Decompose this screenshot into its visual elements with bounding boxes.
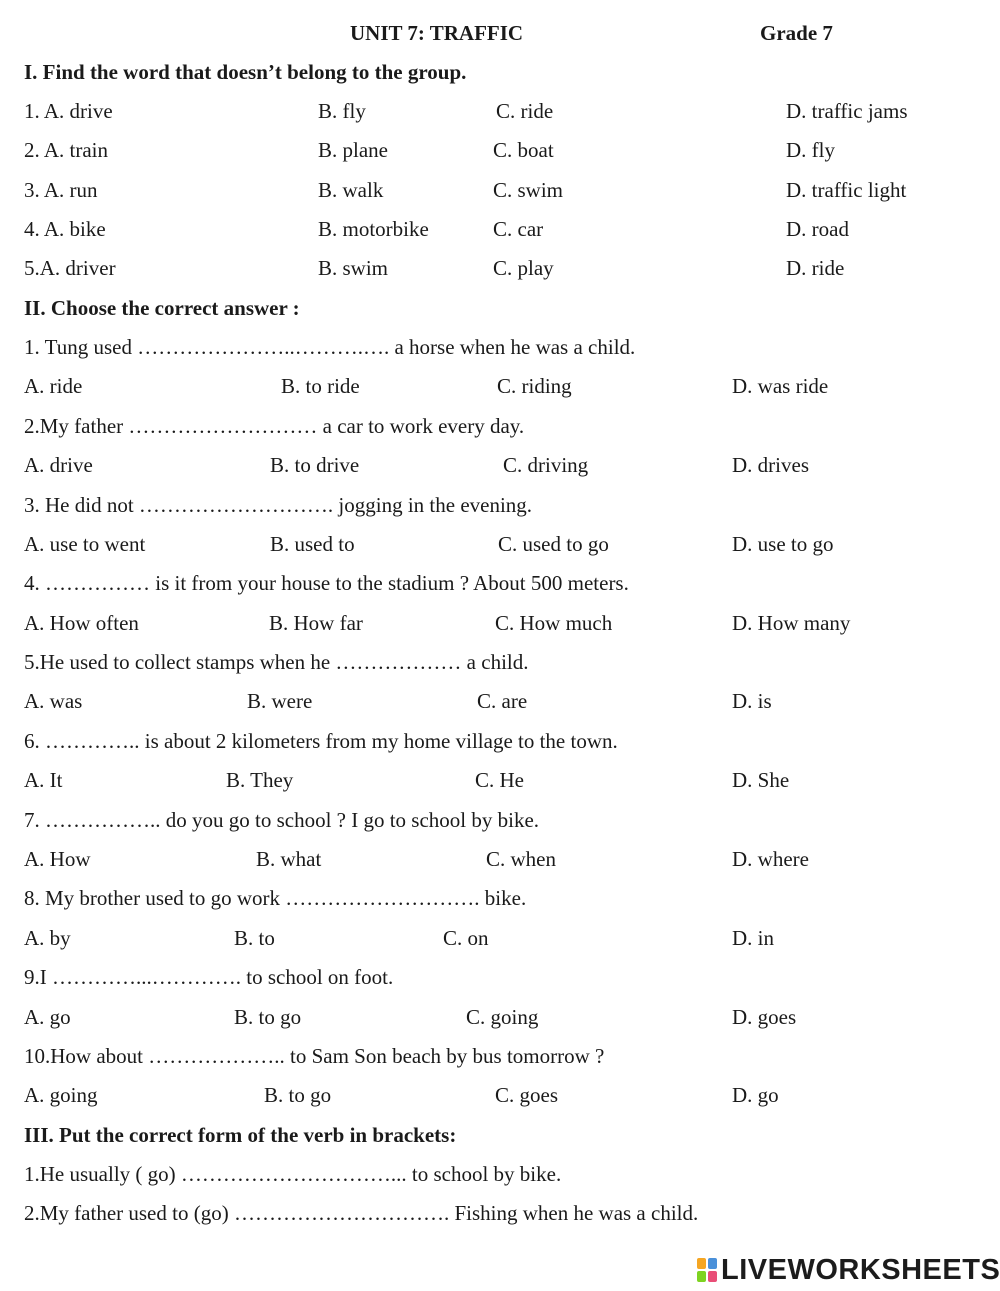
option-c: C. when xyxy=(486,847,556,871)
question-stem: 8. My brother used to go work ………………………. bike. xyxy=(24,886,527,910)
option-b: B. fly xyxy=(318,99,366,123)
option-c: C. goes xyxy=(495,1083,558,1107)
logo-square xyxy=(697,1271,706,1282)
option-c: C. on xyxy=(443,926,489,950)
option-a: 5.A. driver xyxy=(24,256,116,280)
option-a: A. was xyxy=(24,689,83,713)
logo-text: LIVEWORKSHEETS xyxy=(721,1253,1000,1286)
question-stem: 5.He used to collect stamps when he ……………… a child. xyxy=(24,650,529,674)
logo-mark-icon xyxy=(696,1257,718,1283)
option-d: D. go xyxy=(732,1083,779,1107)
section-3-heading: III. Put the correct form of the verb in brackets: xyxy=(24,1123,457,1147)
question-stem: 3. He did not ………………………. jogging in the evening. xyxy=(24,493,533,517)
option-d: D. traffic light xyxy=(786,178,907,202)
option-c: C. How much xyxy=(495,611,613,635)
option-a: A. How xyxy=(24,847,91,871)
option-d: D. ride xyxy=(786,256,845,280)
option-b: B. to drive xyxy=(270,453,360,477)
option-d: D. in xyxy=(732,926,774,950)
question-stem: 9.I …………...…………. to school on foot. xyxy=(24,965,394,989)
option-c: C. car xyxy=(493,217,544,241)
option-d: D. road xyxy=(786,217,849,241)
question-stem: 7. …………….. do you go to school ? I go to school by bike. xyxy=(24,808,540,832)
option-b: B. motorbike xyxy=(318,217,429,241)
option-c: C. boat xyxy=(493,138,554,162)
option-b: B. to go xyxy=(234,1005,302,1029)
option-b: B. to xyxy=(234,926,275,950)
question-stem: 1. Tung used …………………..……….…. a horse when he was a child. xyxy=(24,335,636,359)
worksheet-title: UNIT 7: TRAFFIC xyxy=(350,21,524,45)
option-b: B. used to xyxy=(270,532,355,556)
option-d: D. drives xyxy=(732,453,809,477)
option-a: A. How often xyxy=(24,611,139,635)
option-a: A. use to went xyxy=(24,532,146,556)
question-stem: 10.How about ……………….. to Sam Son beach by bus tomorrow ? xyxy=(24,1044,605,1068)
option-b: B. How far xyxy=(269,611,363,635)
option-d: D. use to go xyxy=(732,532,834,556)
option-c: C. going xyxy=(466,1005,539,1029)
option-c: C. riding xyxy=(497,374,572,398)
question-stem: 4. …………… is it from your house to the stadium ? About 500 meters. xyxy=(24,571,629,595)
verb-exercise-item: 1.He usually ( go) …………………………... to school by bike. xyxy=(24,1162,562,1186)
logo-square xyxy=(708,1258,717,1269)
option-b: B. what xyxy=(256,847,322,871)
option-a: 4. A. bike xyxy=(24,217,106,241)
option-d: D. fly xyxy=(786,138,835,162)
option-a: 3. A. run xyxy=(24,178,98,202)
option-b: B. swim xyxy=(318,256,389,280)
verb-exercise-item: 2.My father used to (go) …………………………. Fishing when he was a child. xyxy=(24,1201,699,1225)
option-a: A. ride xyxy=(24,374,83,398)
option-c: C. play xyxy=(493,256,554,280)
option-a: A. It xyxy=(24,768,63,792)
question-stem: 6. ………….. is about 2 kilometers from my home village to the town. xyxy=(24,729,618,753)
option-b: B. to go xyxy=(264,1083,332,1107)
liveworksheets-logo xyxy=(696,1254,1000,1286)
option-a: A. going xyxy=(24,1083,98,1107)
option-d: D. where xyxy=(732,847,809,871)
section-1-heading: I. Find the word that doesn’t belong to the group. xyxy=(24,60,467,84)
option-c: C. ride xyxy=(496,99,554,123)
option-b: B. walk xyxy=(318,178,384,202)
option-a: 2. A. train xyxy=(24,138,108,162)
option-a: A. go xyxy=(24,1005,71,1029)
option-b: B. were xyxy=(247,689,313,713)
option-d: D. How many xyxy=(732,611,851,635)
option-a: A. by xyxy=(24,926,71,950)
logo-square xyxy=(697,1258,706,1269)
option-c: C. are xyxy=(477,689,528,713)
option-d: D. is xyxy=(732,689,772,713)
option-c: C. swim xyxy=(493,178,564,202)
question-stem: 2.My father ……………………… a car to work every day. xyxy=(24,414,525,438)
option-d: D. was ride xyxy=(732,374,829,398)
option-a: 1. A. drive xyxy=(24,99,113,123)
option-b: B. They xyxy=(226,768,294,792)
option-b: B. to ride xyxy=(281,374,360,398)
option-d: D. goes xyxy=(732,1005,797,1029)
logo-square xyxy=(708,1271,717,1282)
option-d: D. She xyxy=(732,768,790,792)
section-2-heading: II. Choose the correct answer : xyxy=(24,296,300,320)
option-c: C. driving xyxy=(503,453,589,477)
option-a: A. drive xyxy=(24,453,93,477)
grade-label: Grade 7 xyxy=(760,21,833,45)
option-d: D. traffic jams xyxy=(786,99,908,123)
option-b: B. plane xyxy=(318,138,388,162)
option-c: C. He xyxy=(475,768,524,792)
option-c: C. used to go xyxy=(498,532,609,556)
